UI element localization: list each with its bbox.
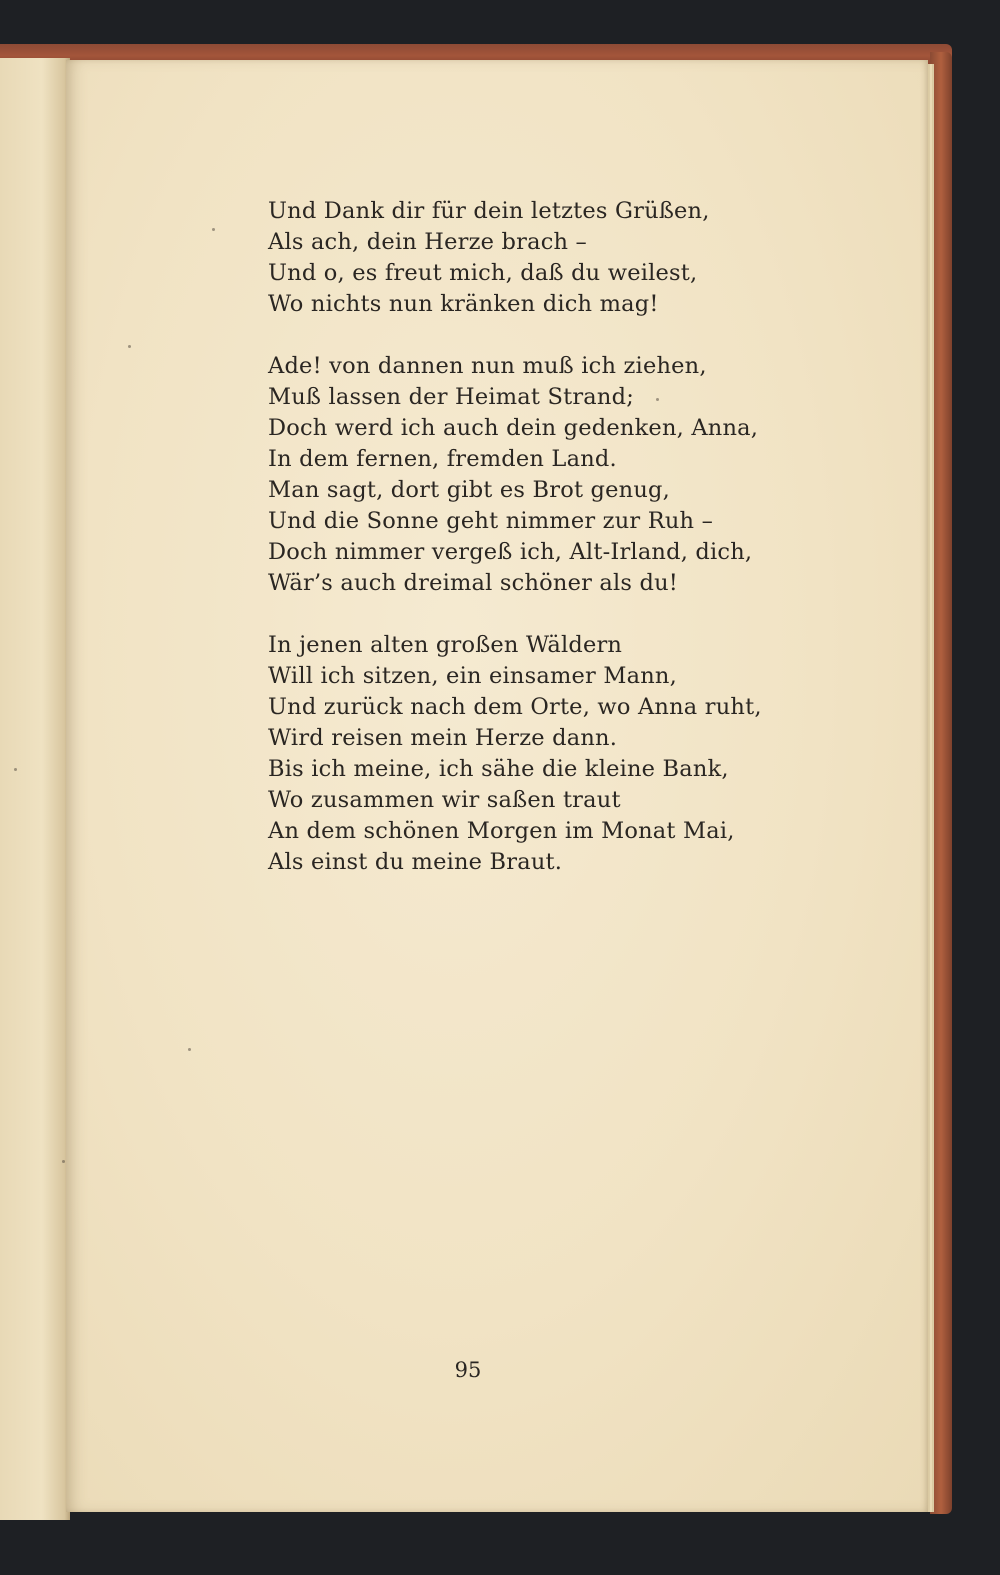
paper-speck — [14, 768, 17, 771]
page-number: 95 — [454, 1358, 482, 1382]
poem-text — [268, 196, 868, 909]
poem-line: Und die Sonne geht nimmer zur Ruh – — [268, 508, 714, 534]
poem-line: Wird reisen mein Herze dann. — [268, 725, 618, 751]
poem-line: Wär’s auch dreimal schöner als du! — [268, 570, 679, 596]
poem-line: Wo nichts nun kränken dich mag! — [268, 291, 659, 317]
poem-line: In jenen alten großen Wäldern — [268, 632, 623, 658]
stanza-2 — [268, 351, 868, 599]
poem-line: An dem schönen Morgen im Monat Mai, — [268, 818, 735, 844]
poem-line: Wo zusammen wir saßen traut — [268, 787, 621, 813]
poem-line: Und o, es freut mich, daß du weilest, — [268, 260, 698, 286]
poem-line: Und zurück nach dem Orte, wo Anna ruht, — [268, 694, 762, 720]
poem-line: Doch nimmer vergeß ich, Alt-Irland, dich, — [268, 539, 753, 565]
poem-line: Man sagt, dort gibt es Brot genug, — [268, 477, 671, 503]
facing-page-edge — [0, 58, 70, 1520]
stanza-1 — [268, 196, 868, 320]
poem-line: Als einst du meine Braut. — [268, 849, 563, 875]
paper-speck — [188, 1048, 191, 1051]
poem-line: In dem fernen, fremden Land. — [268, 446, 617, 472]
poem-line: Will ich sitzen, ein einsamer Mann, — [268, 663, 677, 689]
poem-line: Doch werd ich auch dein gedenken, Anna, — [268, 415, 759, 441]
paper-speck — [62, 1160, 65, 1163]
poem-line: Bis ich meine, ich sähe die kleine Bank, — [268, 756, 729, 782]
paper-speck — [212, 228, 215, 231]
poem-line: Als ach, dein Herze brach – — [268, 229, 587, 255]
poem-line: Muß lassen der Heimat Strand; — [268, 384, 634, 410]
paper-speck — [128, 345, 131, 348]
stanza-3 — [268, 630, 868, 878]
poem-line: Ade! von dannen nun muß ich ziehen, — [268, 353, 707, 379]
poem-line: Und Dank dir für dein letztes Grüßen, — [268, 198, 710, 224]
